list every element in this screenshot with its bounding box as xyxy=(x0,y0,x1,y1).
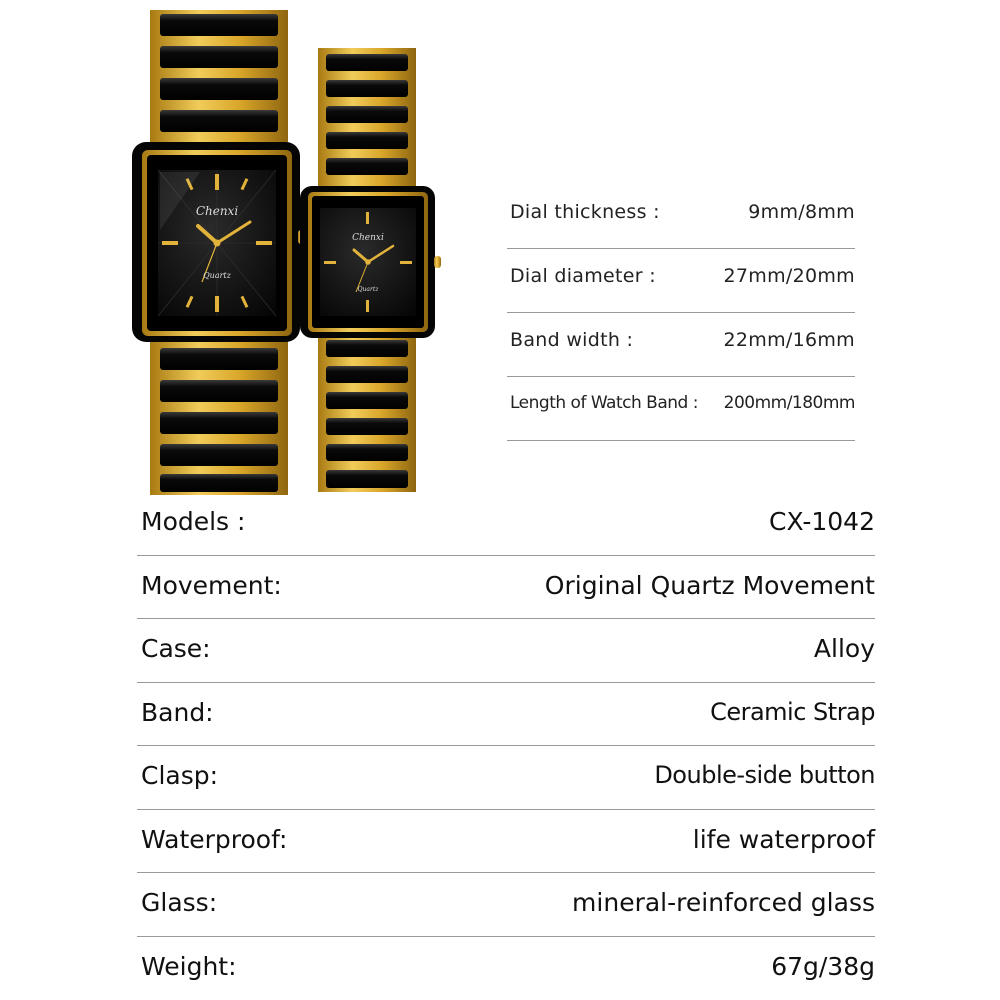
dimension-value: 9mm/8mm xyxy=(748,201,855,223)
spec-label: Waterproof: xyxy=(141,824,288,854)
spec-value: CX-1042 xyxy=(769,507,875,536)
spec-value: mineral-reinforced glass xyxy=(572,888,875,917)
spec-value: Original Quartz Movement xyxy=(544,570,875,600)
spec-label: Band: xyxy=(141,697,214,727)
dimension-row-band-width xyxy=(507,313,855,377)
dimension-label: Length of Watch Band : xyxy=(510,393,698,413)
spec-value: Double-side button xyxy=(654,761,875,789)
dimension-row-dial-thickness xyxy=(507,185,855,249)
spec-label: Movement: xyxy=(141,570,282,600)
spec-label: Models : xyxy=(141,507,246,536)
spec-label: Glass: xyxy=(141,888,218,917)
specifications-table xyxy=(137,492,875,1000)
spec-label: Weight: xyxy=(141,951,237,981)
large-dial-movement: Quartz xyxy=(203,271,231,280)
spec-label: Case: xyxy=(141,634,211,663)
spec-value: Alloy xyxy=(813,634,875,663)
dimension-label: Dial thickness : xyxy=(510,201,660,223)
dimension-value: 200mm/180mm xyxy=(723,393,855,413)
spec-row-clasp xyxy=(137,746,875,810)
spec-row-case xyxy=(137,619,875,683)
spec-row-models xyxy=(137,492,875,556)
product-watches-image xyxy=(120,0,470,500)
spec-value: Ceramic Strap xyxy=(710,697,875,726)
small-dial-brand: Chenxi xyxy=(352,233,384,243)
dimension-value: 27mm/20mm xyxy=(723,265,855,287)
spec-label: Clasp: xyxy=(141,761,219,790)
dimensions-table xyxy=(507,185,855,441)
small-dial-movement: Quartz xyxy=(357,286,379,293)
dimension-value: 22mm/16mm xyxy=(723,329,855,351)
dimension-label: Band width : xyxy=(510,329,634,351)
spec-value: life waterproof xyxy=(692,824,875,854)
large-dial-brand: Chenxi xyxy=(195,204,239,218)
small-watch xyxy=(300,48,441,492)
dimension-row-dial-diameter xyxy=(507,249,855,313)
spec-row-band xyxy=(137,683,875,747)
spec-value: 67g/38g xyxy=(771,951,875,981)
spec-row-waterproof xyxy=(137,810,875,874)
spec-row-weight xyxy=(137,937,875,1000)
dimension-label: Dial diameter : xyxy=(510,265,656,287)
spec-row-glass xyxy=(137,873,875,937)
large-watch xyxy=(132,10,306,495)
dimension-row-band-length xyxy=(507,377,855,441)
spec-row-movement xyxy=(137,556,875,620)
